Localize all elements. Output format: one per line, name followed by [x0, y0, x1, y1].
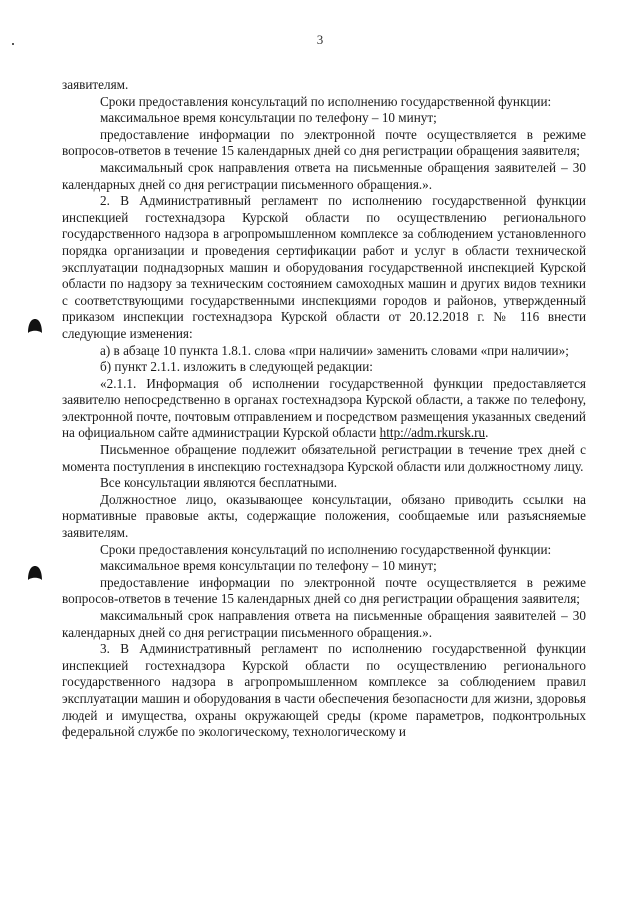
paragraph-registration: Письменное обращение подлежит обязательной регистрации в течение трех дней с момента поступления в инспекцию гостехнадзора Курской области или должностному лицу. — [62, 442, 586, 474]
paragraph-free: Все консультации являются бесплатными. — [100, 475, 338, 491]
site-link[interactable]: http://adm.rkursk.ru — [379, 425, 486, 441]
paragraph-applicants-end: заявителям. — [62, 77, 129, 92]
binder-hole-icon — [27, 565, 43, 581]
paragraph-official-duty: Должностное лицо, оказывающее консультации, обязано приводить ссылки на нормативные правовые акты, содержащие положения, сообщаемые или разъясняемые заявителям. — [62, 491, 586, 541]
paragraph-item-2: 2. В Административный регламент по исполнению государственной функции инспекцией гостехнадзора Курской области по осуществлению регионального государственного надзора в агропромышленном комплексе за соблюдением установленного порядка организации и проведения сертификации работ и услуг в области технической эксплуатации поднадзорных машин и оборудования государственной инспекцией Курской области по надзору за техническим состоянием самоходных машин и других видов техники с соответствующими государственными инспекциями городов и районов, утвержденный приказом инспекции гостехнадзора Курской области от 20.12.2018 г. № 116 внести следующие изменения: — [62, 193, 586, 341]
document-body — [62, 77, 586, 741]
paragraph-consultation-terms: Сроки предоставления консультаций по исполнению государственной функции: — [100, 93, 552, 109]
paragraph-subitem-b: б) пункт 2.1.1. изложить в следующей редакции: — [100, 359, 373, 375]
paragraph-subitem-a: а) в абзаце 10 пункта 1.8.1. слова «при наличии» заменить словами «при наличии»; — [100, 342, 569, 358]
paragraph-2-1-1-text: «2.1.1. Информация об исполнении государственной функции предоставляется заявителю непосредственно в органах гостехнадзора Курской области, а также по телефону, электронной почте, почтовым отправлением и посредством размещения указанных сведений на официальном сайте администрации Курской области — [62, 375, 586, 441]
site-link-tail: . — [485, 425, 489, 441]
page-number: 3 — [316, 32, 324, 47]
paragraph-email-info: предоставление информации по электронной почте осуществляется в режиме вопросов-ответов в течение 15 календарных дней со дня регистрации обращения заявителя; — [62, 126, 586, 159]
scan-mark — [12, 43, 14, 45]
paragraph-item-3: 3. В Административный регламент по исполнению государственной функции инспекцией гостехнадзора Курской области по осуществлению регионального государственного надзора в агропромышленном комплексе за соблюдением правил эксплуатации машин и оборудования в части обеспечения безопасности для жизни, здоровья людей и имущества, охраны окружающей среды (кроме параметров, подконтрольных федеральной службе по экологическому, технологическому и — [62, 641, 586, 740]
paragraph-written-response-2: максимальный срок направления ответа на письменные обращения заявителей – 30 календарных дней со дня регистрации письменного обращения.». — [62, 608, 586, 640]
paragraph-consultation-terms-2: Сроки предоставления консультаций по исполнению государственной функции: — [100, 541, 552, 557]
paragraph-written-response: максимальный срок направления ответа на письменные обращения заявителей – 30 календарных дней со дня регистрации письменного обращения.». — [62, 159, 586, 192]
paragraph-2-1-1 — [62, 376, 586, 442]
paragraph-phone-time: максимальное время консультации по телефону – 10 минут; — [100, 110, 437, 126]
paragraph-email-info-2: предоставление информации по электронной почте осуществляется в режиме вопросов-ответов в течение 15 календарных дней со дня регистрации обращения заявителя; — [62, 574, 586, 607]
paragraph-phone-time-2: максимальное время консультации по телефону – 10 минут; — [100, 558, 437, 574]
binder-hole-icon — [27, 318, 43, 334]
